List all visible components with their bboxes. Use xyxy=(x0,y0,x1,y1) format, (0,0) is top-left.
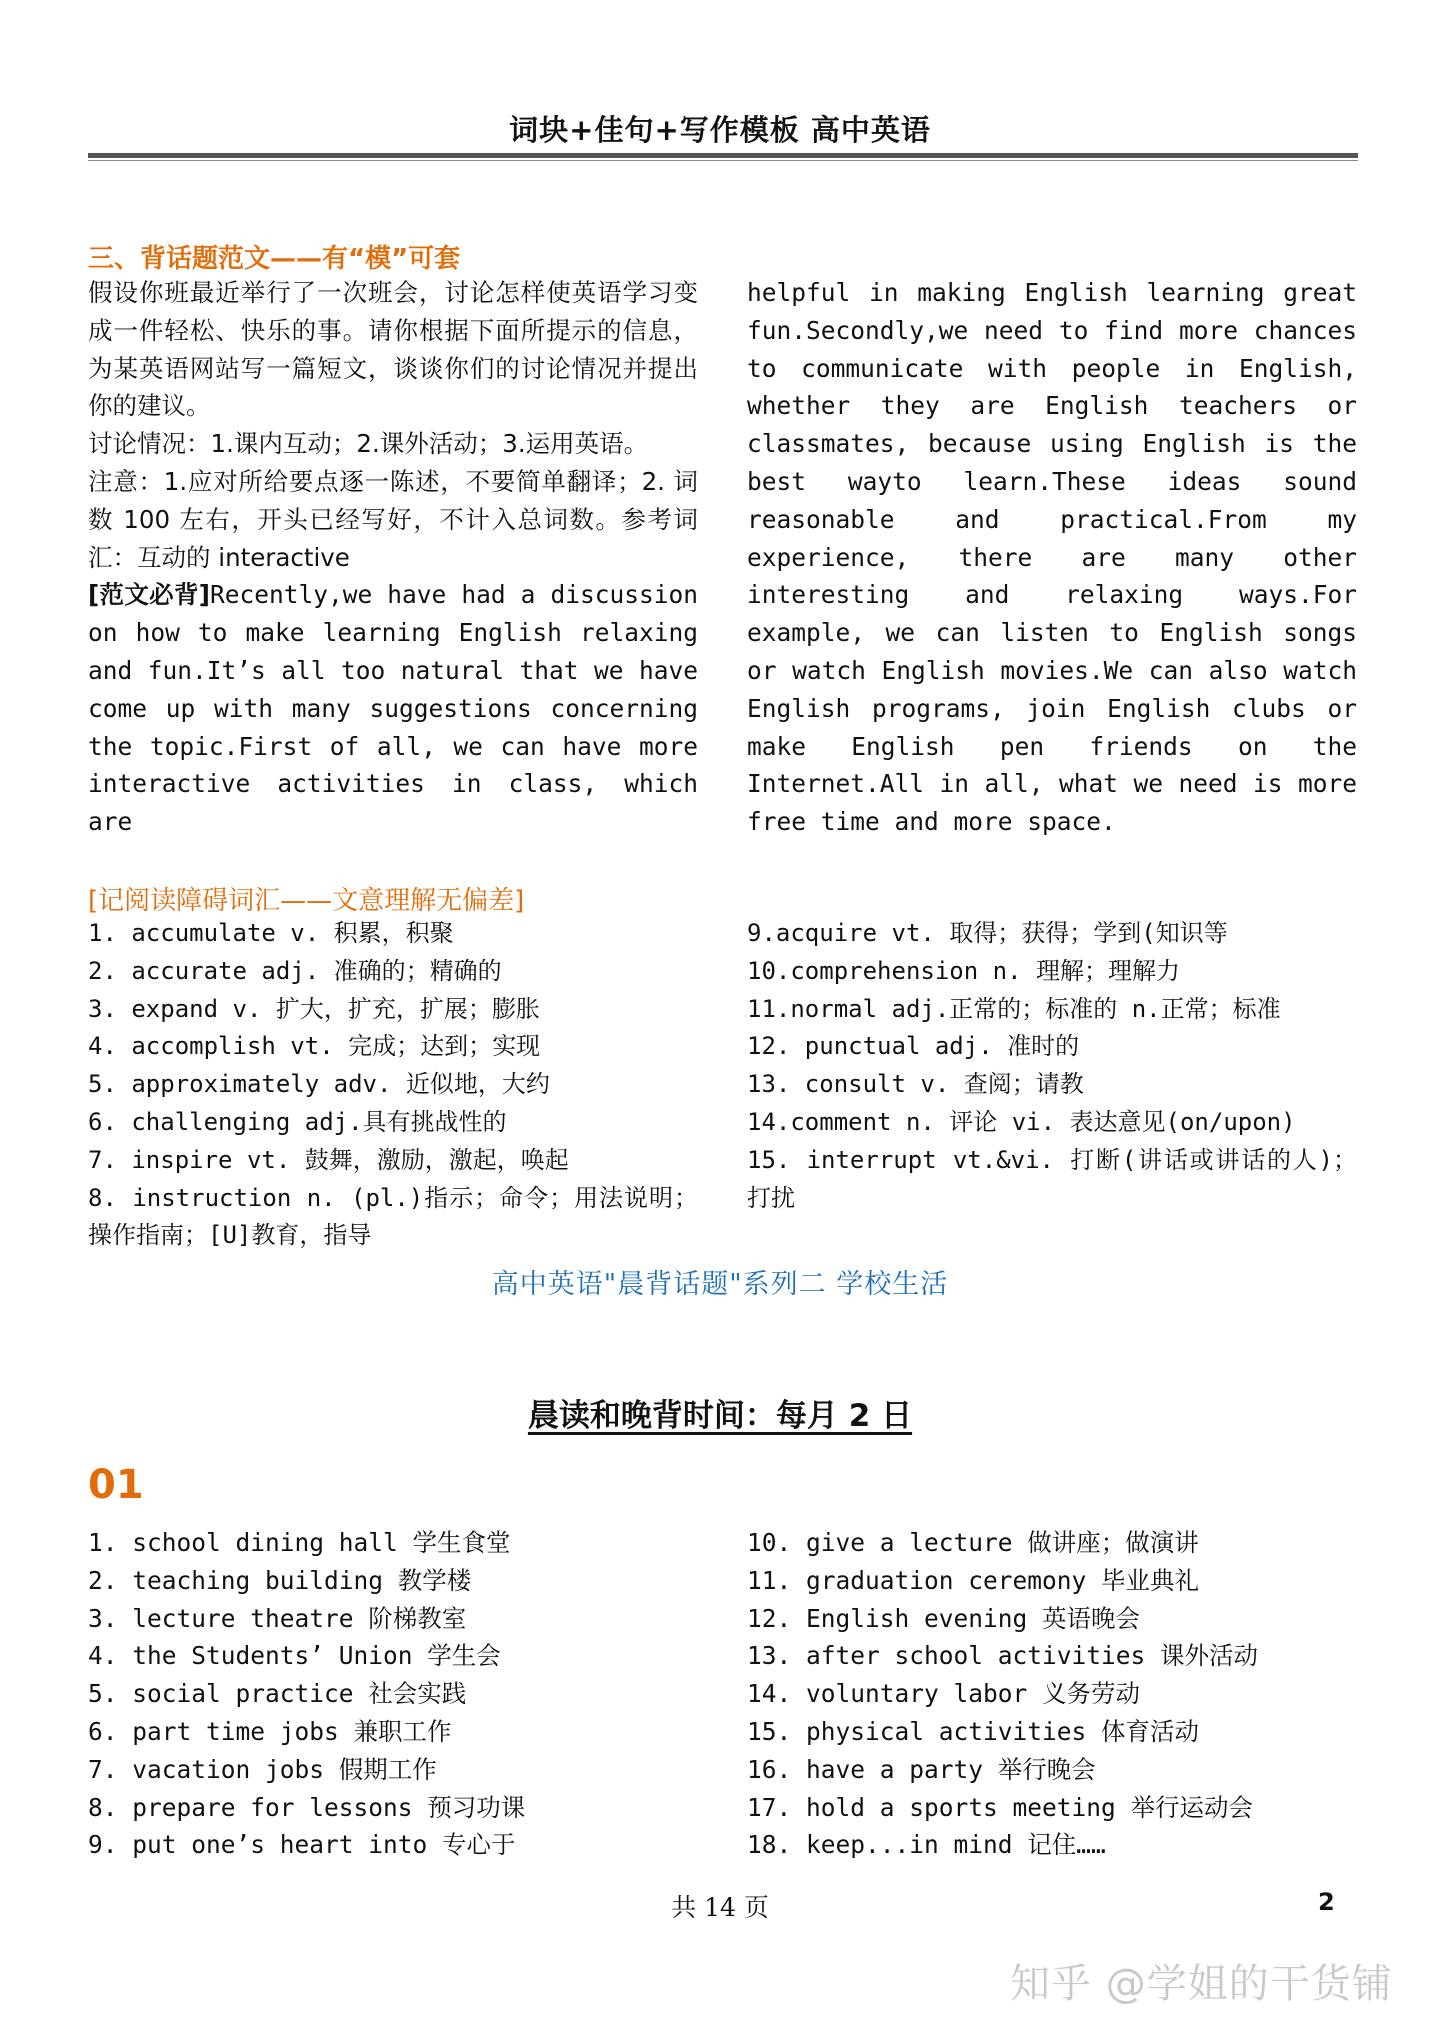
header-rule xyxy=(88,153,1358,158)
vocab-item: 13. consult v. 查阅；请教 xyxy=(747,1070,1084,1099)
phrase-item: 2. teaching building 教学楼 xyxy=(88,1565,472,1595)
model-essay-left: Recently,we have had a discussion on how to make learning English relaxing and fun.It’s all too natural that we have come up with many suggestions concerning the topic.First of all, we can have more interactive activities in class, which are xyxy=(88,580,698,837)
reading-time-title xyxy=(0,1390,1440,1435)
vocab-item: 7. inspire vt. 鼓舞，激励，激起，唤起 xyxy=(88,1145,569,1174)
writing-notes: 注意：1.应对所给要点逐一陈述，不要简单翻译；2. 词数 100 左右，开头已经写好，不计入总词数。参考词汇：互动的 interactive xyxy=(88,466,698,572)
vocab-item: 2. accurate adj. 准确的；精确的 xyxy=(88,956,502,985)
set-number: 01 xyxy=(88,1462,144,1508)
phrase-item: 5. social practice 社会实践 xyxy=(88,1679,467,1709)
vocab-item: 1. accumulate v. 积累，积聚 xyxy=(88,919,454,947)
phrase-item: 12. English evening 英语晚会 xyxy=(747,1603,1141,1633)
essay-prompt: 假设你班最近举行了一次班会，讨论怎样使英语学习变成一件轻松、快乐的事。请你根据下面所提示的信息，为某英语网站写一篇短文，谈谈你们的讨论情况并提出你的建议。 xyxy=(88,278,698,421)
essay-left-column xyxy=(88,274,698,841)
header-rule-thin xyxy=(88,160,1358,161)
model-essay-right: helpful in making English learning great fun.Secondly,we need to find more chances to communicate with people in English, whether they are English teachers or classmates, because using English is the best wayto learn.These ideas sound reasonable and practical.From my experience, there are many other interesting and relaxing ways.For example, we can listen to English songs or watch English movies.We can also watch English programs, join English clubs or make English pen friends on the Internet.All in all, what we need is more free time and more space. xyxy=(747,278,1357,837)
vocab-item: 8. instruction n. (pl.)指示；命令；用法说明；操作指南；[U]教育，指导 xyxy=(88,1183,698,1250)
vocab-item: 6. challenging adj.具有挑战性的 xyxy=(88,1107,507,1136)
phrase-item: 7. vacation jobs 假期工作 xyxy=(88,1754,437,1784)
model-essay-label: [范文必背] xyxy=(88,580,210,610)
phrase-item: 3. lecture theatre 阶梯教室 xyxy=(88,1603,467,1633)
vocab-item: 11.normal adj.正常的；标准的 n.正常；标准 xyxy=(747,994,1281,1023)
phrase-item: 13. after school activities 课外活动 xyxy=(747,1641,1259,1671)
discussion-points: 讨论情况：1.课内互动；2.课外活动；3.运用英语。 xyxy=(88,429,649,459)
phrase-item: 1. school dining hall 学生食堂 xyxy=(88,1528,511,1557)
vocab-item: 4. accomplish vt. 完成；达到；实现 xyxy=(88,1032,541,1061)
essay-right-column xyxy=(747,274,1357,841)
phrase-item: 17. hold a sports meeting 举行运动会 xyxy=(747,1792,1254,1822)
phrase-item: 11. graduation ceremony 毕业典礼 xyxy=(747,1565,1200,1595)
section-title: 三、背话题范文——有“模”可套 xyxy=(88,244,461,274)
vocab-list-left xyxy=(88,915,698,1255)
phrase-item: 15. physical activities 体育活动 xyxy=(747,1716,1200,1746)
phrase-list-left xyxy=(88,1524,708,1864)
phrase-list-right xyxy=(747,1524,1367,1864)
page-count: 共 14 页 xyxy=(671,1893,769,1922)
vocab-item: 14.comment n. 评论 vi. 表达意见(on/upon) xyxy=(747,1107,1296,1136)
reading-time-text: 晨读和晚背时间：每月 2 日 xyxy=(527,1398,913,1434)
page-number: 2 xyxy=(1318,1888,1335,1916)
vocab-list-right xyxy=(747,915,1357,1217)
phrase-item: 9. put one’s heart into 专心于 xyxy=(88,1830,516,1860)
series-title: 高中英语"晨背话题"系列二 学校生活 xyxy=(491,1269,949,1300)
vocab-item: 15. interrupt vt.&vi. 打断(讲话或讲话的人)；打扰 xyxy=(747,1145,1357,1212)
vocab-item: 10.comprehension n. 理解；理解力 xyxy=(747,956,1180,985)
phrase-item: 14. voluntary labor 义务劳动 xyxy=(747,1679,1141,1709)
vocab-item: 12. punctual adj. 准时的 xyxy=(747,1032,1080,1061)
phrase-item: 10. give a lecture 做讲座；做演讲 xyxy=(747,1528,1199,1557)
vocab-item: 3. expand v. 扩大，扩充，扩展；膨胀 xyxy=(88,994,540,1023)
watermark: 知乎 @学姐的干货铺 xyxy=(1010,1961,1393,2007)
document-header-title: 词块+佳句+写作模板 高中英语 xyxy=(509,113,931,147)
vocab-item: 9.acquire vt. 取得；获得；学到(知识等 xyxy=(747,919,1228,947)
phrase-item: 8. prepare for lessons 预习功课 xyxy=(88,1792,526,1822)
vocab-section-title: [记阅读障碍词汇——文意理解无偏差] xyxy=(88,886,525,916)
phrase-item: 16. have a party 举行晚会 xyxy=(747,1754,1096,1784)
phrase-item: 4. the Students’ Union 学生会 xyxy=(88,1641,501,1671)
phrase-item: 6. part time jobs 兼职工作 xyxy=(88,1716,452,1746)
phrase-item: 18. keep...in mind 记住…… xyxy=(747,1830,1106,1860)
vocab-item: 5. approximately adv. 近似地，大约 xyxy=(88,1070,550,1099)
